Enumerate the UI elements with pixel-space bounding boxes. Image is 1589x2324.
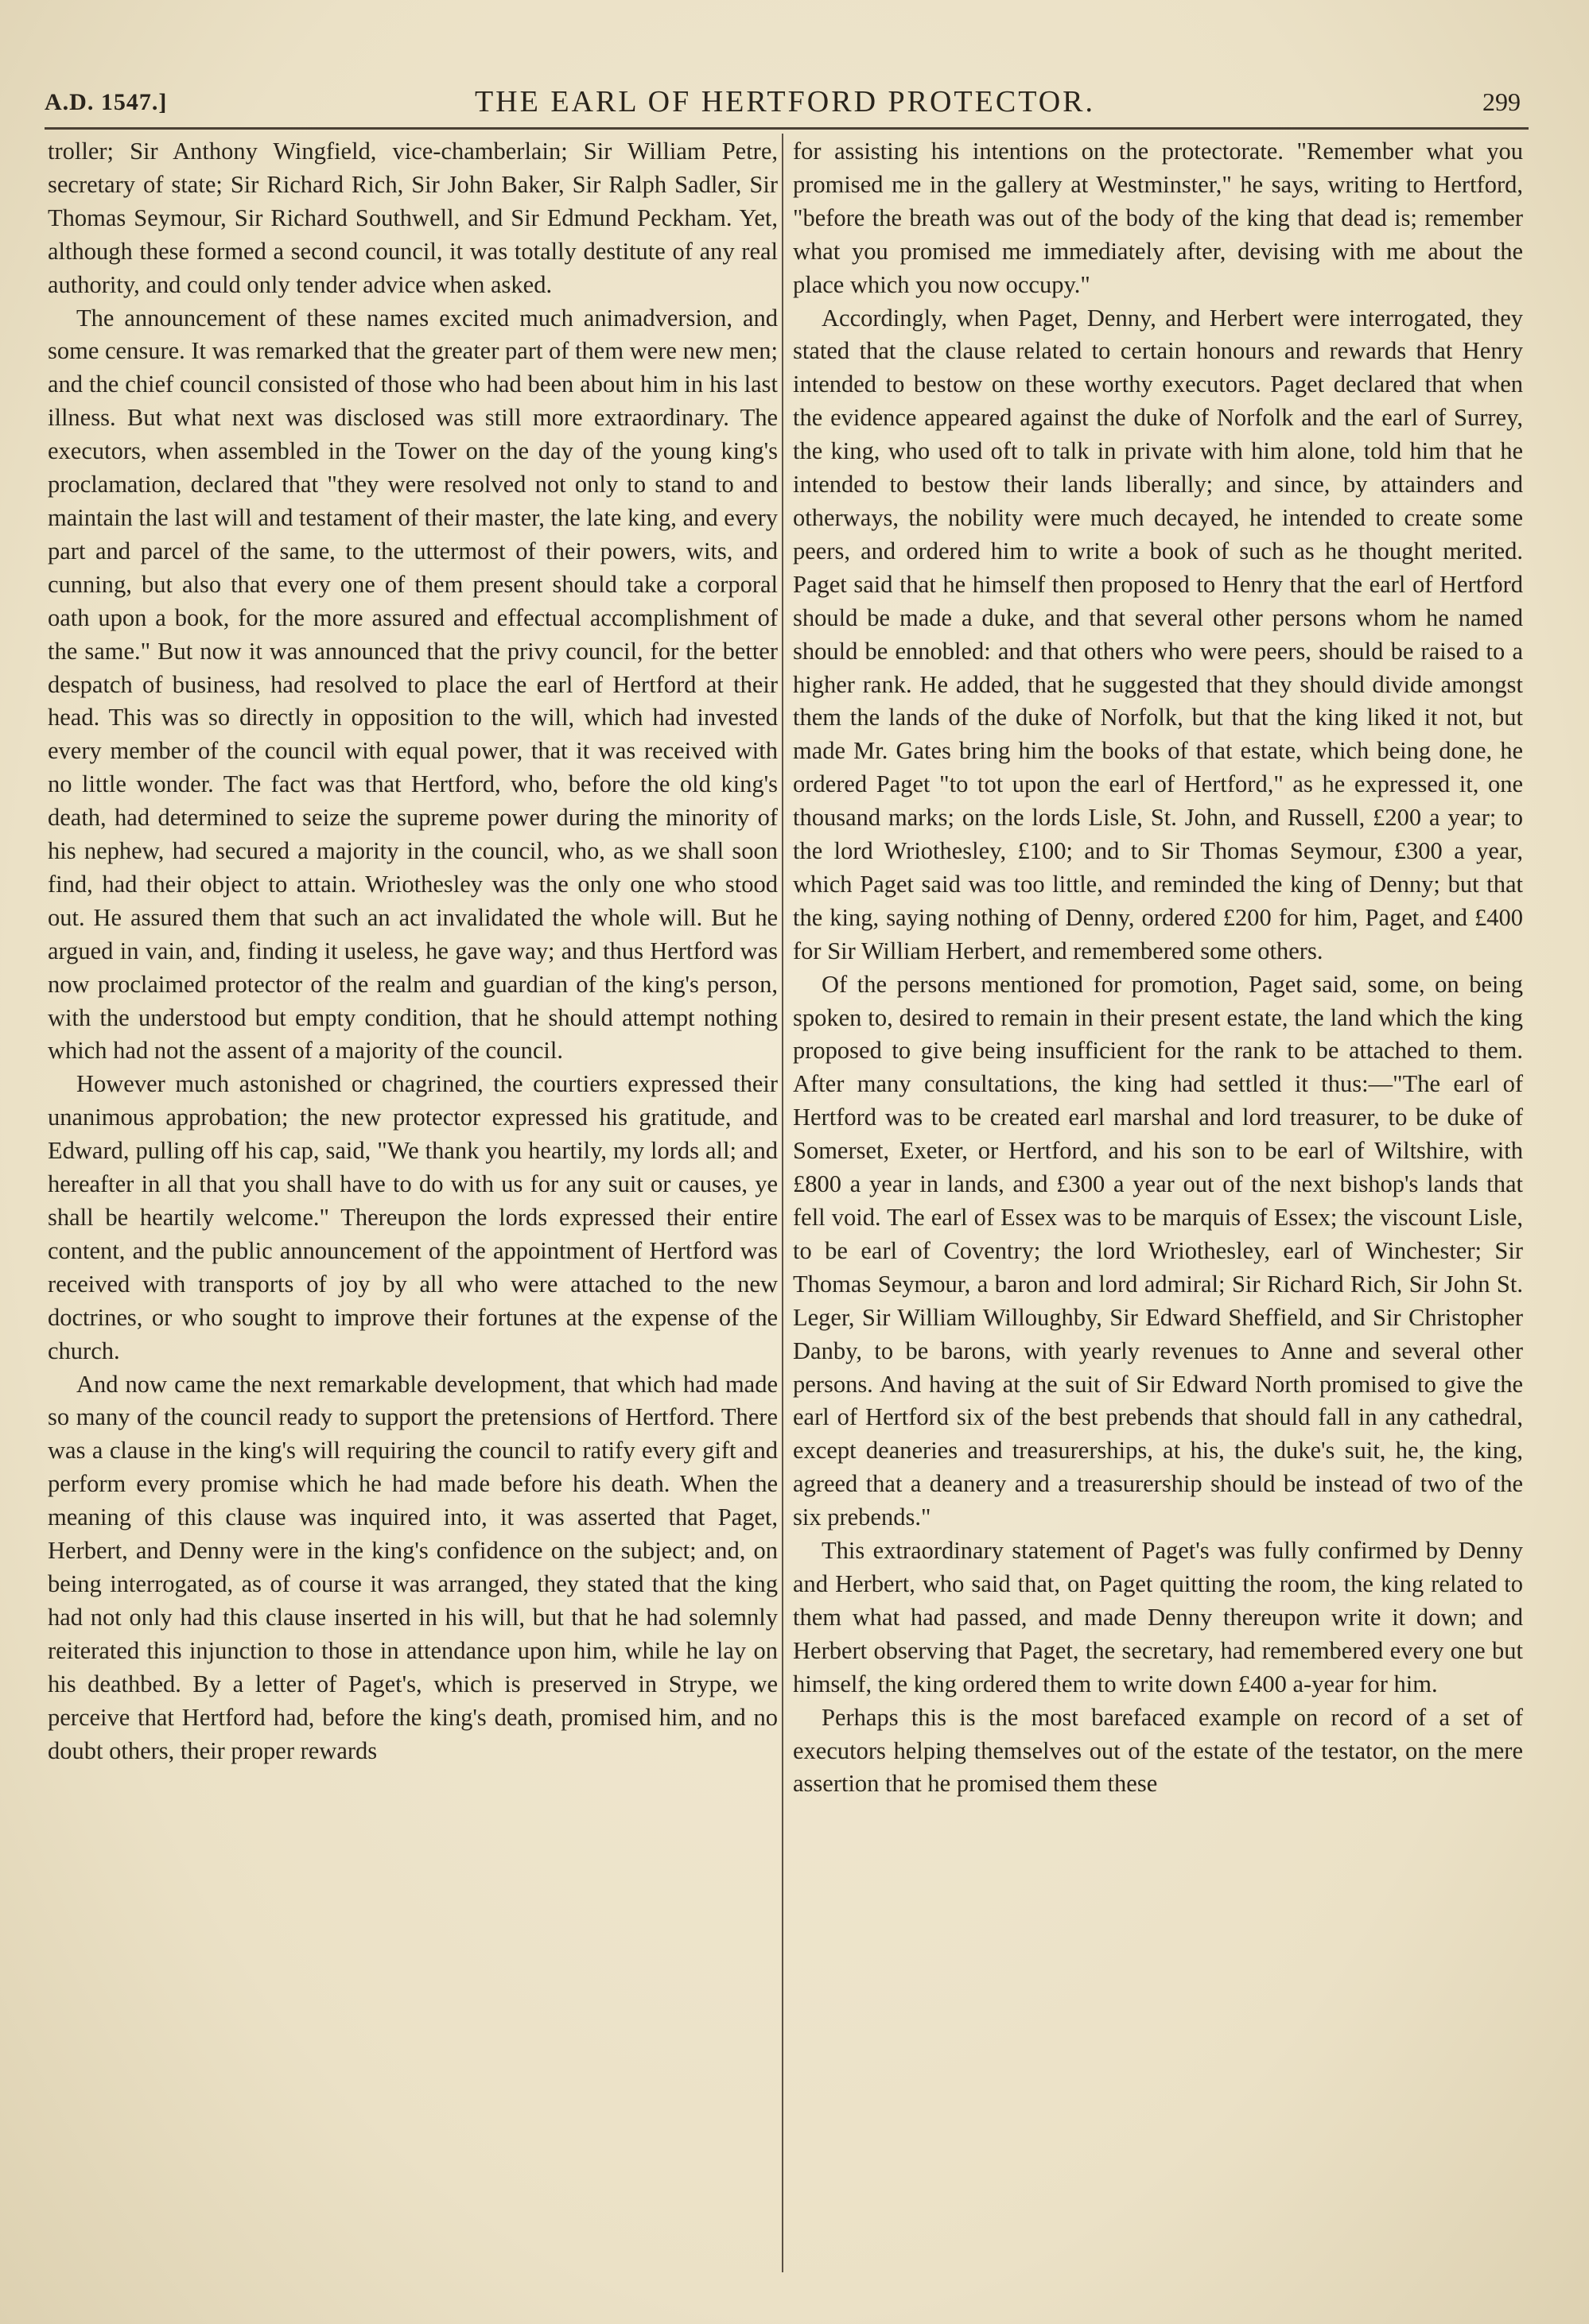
paragraph: for assisting his intentions on the protectorate. "Remember what you promised me in the gallery at Westminster," he says, writing to Hertford, "before the breath was out of the body of the king that dead is; remember what you promised me immediately after, devising with me about the place which you now occupy." <box>793 138 1523 298</box>
header-date: A.D. 1547.] <box>45 89 168 115</box>
right-column <box>793 135 1523 1801</box>
paragraph: Perhaps this is the most barefaced example on record of a set of executors helping themselves out of the estate of the testator, on the mere assertion that he promised them these <box>793 1703 1523 1798</box>
paragraph: Of the persons mentioned for promotion, Paget said, some, on being spoken to, desired to remain in their present estate, the land which the king proposed to give being insufficient for the rank to be attached to them. After many consultations, the king had settled it thus:—"The earl of Hertford was to be created earl marshal and lord treasurer, to be duke of Somerset, Exeter, or Hertford, and his son to be earl of Wiltshire, with £800 a year in lands, and £300 a year out of the next bishop's lands that fell void. The earl of Essex was to be marquis of Essex; the viscount Lisle, to be earl of Coventry; the lord Wriothesley, earl of Winchester; Sir Thomas Seymour, a baron and lord admiral; Sir Richard Rich, Sir John St. Leger, Sir William Willoughby, Sir Edward Sheffield, and Sir Christopher Danby, to be barons, with yearly revenues to Anne and several other persons. And having at the suit of Sir Edward North promised to give the earl of Hertford six of the best prebends that should fall in any cathedral, except deaneries and treasurerships, at his, the duke's suit, he, the king, agreed that a deanery and a treasurership should be instead of two of the six prebends." <box>793 970 1523 1531</box>
paragraph: And now came the next remarkable development, that which had made so many of the council ready to support the pretensions of Hertford. There was a clause in the king's will requiring the council to ratify every gift and perform every promise which he had made before his death. When the meaning of this clause was inquired into, it was asserted that Paget, Herbert, and Denny were in the king's confidence on the subject; and, on being interrogated, as of course it was arranged, they stated that the king had not only had this clause inserted in his will, but that he had solemnly reiterated this injunction to those in attendance upon him, while he lay on his deathbed. By a letter of Paget's, which is preserved in Strype, we perceive that Hertford had, before the king's death, promised him, and no doubt others, their proper rewards <box>48 1370 778 1764</box>
paragraph: However much astonished or chagrined, the courtiers expressed their unanimous approbation; the new protector expressed his gratitude, and Edward, pulling off his cap, said, "We thank you heartily, my lords all; and hereafter in all that you shall have to do with us for any suit or causes, ye shall be heartily welcome." Thereupon the lords expressed their entire content, and the public announcement of the appointment of Hertford was received with transports of joy by all who were attached to the new doctrines, or who sought to improve their fortunes at the expense of the church. <box>48 1070 778 1364</box>
paragraph: troller; Sir Anthony Wingfield, vice-chamberlain; Sir William Petre, secretary of state; Sir Richard Rich, Sir John Baker, Sir Ralph Sadler, Sir Thomas Seymour, Sir Richard Southwell, and Sir Edmund Peckham. Yet, although these formed a second council, it was totally destitute of any real authority, and could only tender advice when asked. <box>48 138 778 298</box>
left-column <box>48 135 778 1767</box>
paragraph: The announcement of these names excited much animadversion, and some censure. It was remarked that the greater part of them were new men; and the chief council consisted of those who had been about him in his last illness. But what next was disclosed was still more extraordinary. The executors, when assembled in the Tower on the day of the young king's proclamation, declared that "they were resolved not only to stand to and maintain the last will and testament of their master, the late king, and every part and parcel of the same, to the uttermost of their powers, wits, and cunning, but also that every one of them present should take a corporal oath upon a book, for the more assured and effectual accomplishment of the same." But now it was announced that the privy council, for the better despatch of business, had resolved to place the earl of Hertford at their head. This was so directly in opposition to the will, which had invested every member of the council with equal power, that it was received with no little wonder. The fact was that Hertford, who, before the old king's death, had determined to seize the supreme power during the minority of his nephew, had secured a majority in the council, who, as we shall soon find, had their object to attain. Wriothesley was the only one who stood out. He assured them that such an act invalidated the whole will. But he argued in vain, and, finding it useless, he gave way; and thus Hertford was now proclaimed protector of the realm and guardian of the king's person, with the understood but empty condition, that he should attempt nothing which had not the assent of a majority of the council. <box>48 304 778 1065</box>
page-number: 299 <box>1482 87 1521 116</box>
running-header <box>45 84 1525 126</box>
column-divider <box>782 134 783 2272</box>
header-rule <box>45 127 1529 130</box>
paragraph: Accordingly, when Paget, Denny, and Herbert were interrogated, they stated that the clause related to certain honours and rewards that Henry intended to bestow on these worthy executors. Paget declared that when the evidence appeared against the duke of Norfolk and the earl of Surrey, the king, who used oft to talk in private with him alone, told him that he intended to bestow their lands liberally; and since, by attainders and otherways, the nobility were much decayed, he intended to create some peers, and ordered him to write a book of such as he thought merited. Paget said that he himself then proposed to Henry that the earl of Hertford should be made a duke, and that several other persons whom he named should be ennobled: and that others who were peers, should be raised to a higher rank. He added, that he suggested that they should divide amongst them the lands of the duke of Norfolk, but that the king liked it not, but made Mr. Gates bring him the books of that estate, which being done, he ordered Paget "to tot upon the earl of Hertford," as he expressed it, one thousand marks; on the lords Lisle, St. John, and Russell, £200 a year; to the lord Wriothesley, £100; and to Sir Thomas Seymour, £300 a year, which Paget said was too little, and reminded the king of Denny; but that the king, saying nothing of Denny, ordered £200 for him, Paget, and £400 for Sir William Herbert, and remembered some others. <box>793 304 1523 964</box>
paragraph: This extraordinary statement of Paget's was fully confirmed by Denny and Herbert, who said that, on Paget quitting the room, the king related to them what had passed, and made Denny thereupon write it down; and Herbert observing that Paget, the secretary, had remembered every one but himself, the king ordered them to write down £400 a-year for him. <box>793 1537 1523 1697</box>
header-title: THE EARL OF HERTFORD PROTECTOR. <box>474 85 1096 118</box>
